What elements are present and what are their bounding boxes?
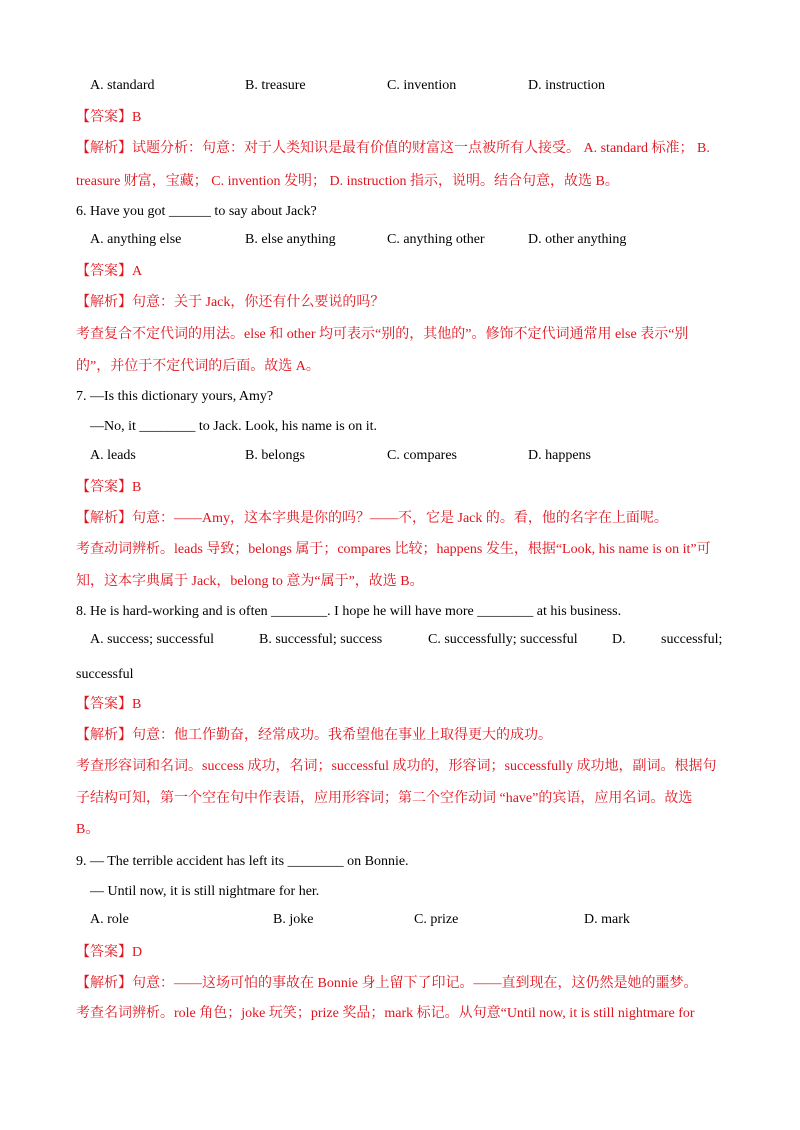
q5-option-d: D. instruction: [528, 78, 605, 93]
q6-option-a: A. anything else: [90, 232, 182, 247]
q7-option-a: A. leads: [90, 448, 136, 463]
q7-option-c: C. compares: [387, 448, 457, 463]
q7-answer: 【答案】B: [76, 480, 142, 495]
q6-analysis-line3: 的”，并位于不定代词的后面。故选 A。: [76, 359, 320, 374]
q5-option-b: B. treasure: [245, 78, 306, 93]
q8-option-d-continued: successful: [76, 667, 134, 682]
q7-analysis-line3: 知，这本字典属于 Jack，belong to 意为“属于”，故选 B。: [76, 574, 424, 589]
q9-stem-line2: — Until now, it is still nightmare for her.: [90, 884, 320, 899]
q8-analysis-line3: 子结构可知，第一个空在句中作表语，应用形容词；第二个空作动词 “have”的宾语，应用名词。故选: [76, 791, 693, 806]
q8-option-d-text: successful;: [661, 632, 723, 647]
q8-option-d-letter: D.: [612, 632, 626, 647]
q5-analysis-line2: treasure 财富，宝藏； C. invention 发明； D. instruction 指示，说明。结合句意，故选 B。: [76, 174, 619, 189]
q8-option-b: B. successful; success: [259, 632, 383, 647]
q7-analysis-line1: 【解析】句意：——Amy，这本字典是你的吗？——不，它是 Jack 的。看，他的名字在上面呢。: [76, 511, 668, 526]
q6-option-c: C. anything other: [387, 232, 485, 247]
q7-option-d: D. happens: [528, 448, 591, 463]
q9-option-c: C. prize: [414, 912, 459, 927]
q7-stem-line1: 7. —Is this dictionary yours, Amy?: [76, 389, 274, 404]
q9-option-a: A. role: [90, 912, 129, 927]
q7-option-b: B. belongs: [245, 448, 305, 463]
q5-option-c: C. invention: [387, 78, 457, 93]
q5-analysis-line1: 【解析】试题分析：句意：对于人类知识是最有价值的财富这一点被所有人接受。 A. standard 标准； B.: [76, 141, 710, 156]
q8-analysis-line2: 考查形容词和名词。success 成功，名词；successful 成功的，形容词；successfully 成功地，副词。根据句: [76, 759, 717, 774]
q6-option-b: B. else anything: [245, 232, 336, 247]
q6-stem: 6. Have you got ______ to say about Jack?: [76, 204, 317, 219]
q9-option-d: D. mark: [584, 912, 630, 927]
q8-answer: 【答案】B: [76, 697, 142, 712]
q9-option-b: B. joke: [273, 912, 314, 927]
q6-analysis-line1: 【解析】句意：关于 Jack，你还有什么要说的吗？: [76, 295, 385, 310]
q5-option-a: A. standard: [90, 78, 155, 93]
q6-option-d: D. other anything: [528, 232, 627, 247]
q6-answer: 【答案】A: [76, 264, 143, 279]
q7-stem-line2: —No, it ________ to Jack. Look, his name is on it.: [90, 419, 377, 434]
q9-analysis-line1: 【解析】句意：——这场可怕的事故在 Bonnie 身上留下了印记。——直到现在，这仍然是她的噩梦。: [76, 976, 698, 991]
q9-answer: 【答案】D: [76, 945, 143, 960]
q5-answer: 【答案】B: [76, 110, 142, 125]
q9-stem-line1: 9. — The terrible accident has left its ________ on Bonnie.: [76, 854, 409, 869]
q8-stem: 8. He is hard-working and is often ________. I hope he will have more ________ at his business.: [76, 604, 622, 619]
q9-analysis-line2: 考查名词辨析。role 角色；joke 玩笑；prize 奖品；mark 标记。从句意“Until now, it is still nightmare for: [76, 1006, 695, 1021]
q8-analysis-line4: B。: [76, 822, 100, 837]
q7-analysis-line2: 考查动词辨析。leads 导致；belongs 属于；compares 比较；happens 发生，根据“Look, his name is on it”可: [76, 542, 711, 557]
q8-option-c: C. successfully; successful: [428, 632, 578, 647]
q8-option-a: A. success; successful: [90, 632, 215, 647]
q8-analysis-line1: 【解析】句意：他工作勤奋，经常成功。我希望他在事业上取得更大的成功。: [76, 728, 552, 743]
q6-analysis-line2: 考查复合不定代词的用法。else 和 other 均可表示“别的，其他的”。修饰不定代词通常用 else 表示“别: [76, 327, 689, 342]
